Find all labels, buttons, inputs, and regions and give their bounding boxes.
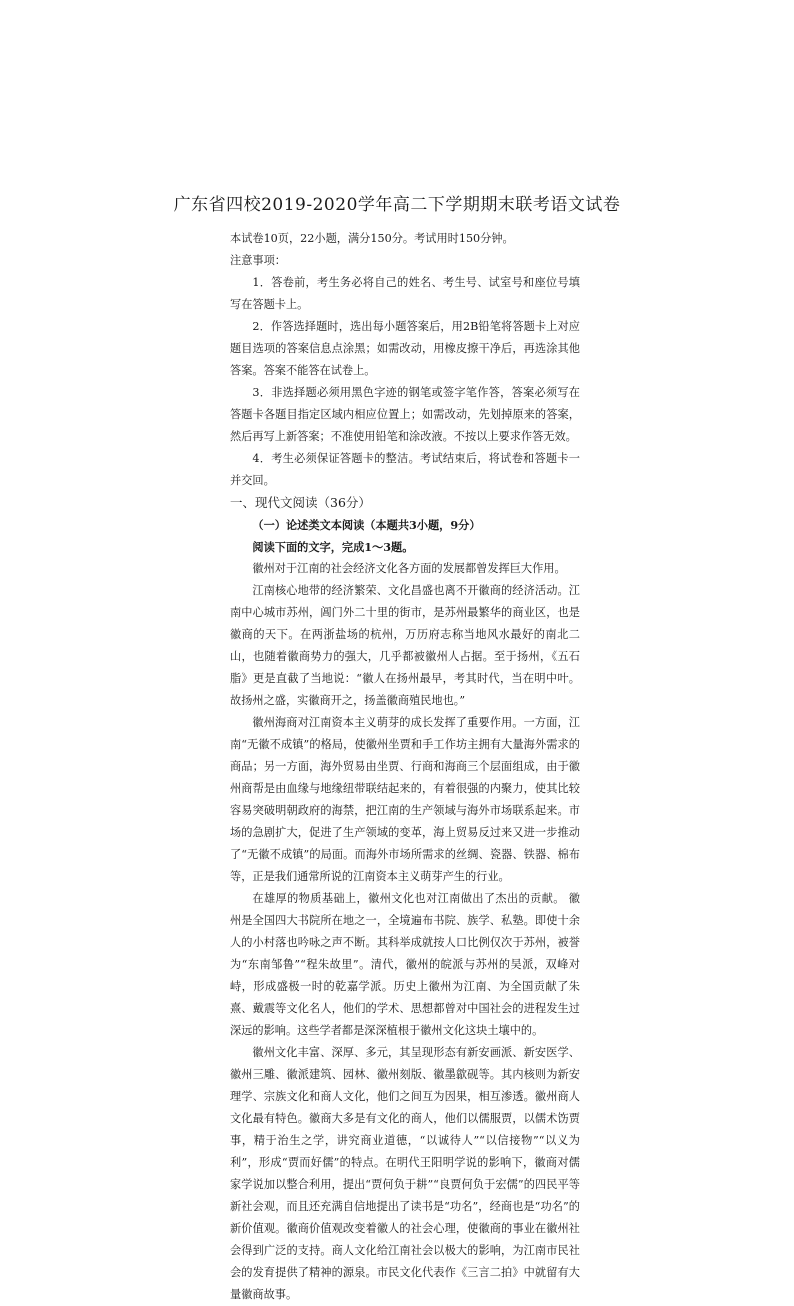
subsection-heading: （一）论述类文本阅读（本题共3小题，9分） [252, 518, 481, 532]
passage-paragraph-4: 在雄厚的物质基础上，徽州文化也对江南做出了杰出的贡献。 徽州是全国四大书院所在地之一，全境遍布书院、族学、私塾。即使十余人的小村落也吟咏之声不断。其科举成就按人口比例仅次于苏州，被誉为“东南邹鲁”“程朱故里”。清代，徽州的皖派与苏州的吴派，双峰对峙，形成盛极一时的乾嘉学派。历史上徽州为江南、为全国贡献了朱熹、戴震等文化名人，他们的学术、思想都曾对中国社会的进程发生过深远的影响。这些学者都是深深植根于徽州文化这块土壤中的。 [230, 892, 580, 1037]
passage-paragraph-5: 徽州文化丰富、深厚、多元，其呈现形态有新安画派、新安医学、徽州三雕、徽派建筑、园林、徽州刻版、徽墨歙砚等。其内核则为新安理学、宗族文化和商人文化，他们之间互为因果，相互渗透。徽州商人文化最有特色。徽商大多是有文化的商人，他们以儒服贾，以儒术饬贾事，精于治生之学，讲究商业道德，“以诚待人”“以信接物”“以义为利”，形成“贾而好儒”的特点。在明代王阳明学说的影响下，徽商对儒家学说加以整合利用，提出“贾何负于耕”“良贾何负于宏儒”的四民平等新社会观，而且还充满自信地提出了读书是“功名”，经商也是“功名”的新价值观。徽商价值观改变着徽人的社会心理，使徽商的事业在徽州社会得到广泛的支持。商人文化给江南社会以极大的影响，为江南市民社会的发育提供了精神的源泉。市民文化代表作《三言二拍》中就留有大量徽商故事。 [230, 1046, 580, 1301]
exam-title: 广东省四校2019-2020学年高二下学期期末联考语文试卷 [173, 195, 621, 215]
exam-body [230, 228, 580, 1306]
notice-item-3: 3．非选择题必须用黑色字迹的钢笔或签字笔作答，答案必须写在答题卡各题目指定区域内相应位置上；如需改动，先划掉原来的答案，然后再写上新答案；不准使用铅笔和涂改液。不按以上要求作答无效。 [230, 386, 580, 443]
notice-item-4: 4．考生必须保证答题卡的整洁。考试结束后，将试卷和答题卡一并交回。 [230, 452, 580, 487]
notice-item-2: 2．作答选择题时，选出每小题答案后，用2B铅笔将答题卡上对应题目选项的答案信息点涂黑；如需改动，用橡皮擦干净后，再选涂其他答案。答案不能答在试卷上。 [230, 320, 580, 377]
notice-item-1: 1．答卷前，考生务必将自己的姓名、考生号、试室号和座位号填写在答题卡上。 [230, 276, 580, 311]
section-heading: 一、现代文阅读（36分） [230, 495, 371, 510]
passage-paragraph-3: 徽州海商对江南资本主义萌芽的成长发挥了重要作用。一方面，江南“无徽不成镇”的格局，使徽州坐贾和手工作坊主拥有大量海外需求的商品；另一方面，海外贸易由坐贾、行商和海商三个层面组成，由于徽州商帮是由血缘与地缘纽带联结起来的，有着很强的内聚力，使其比较容易突破明朝政府的海禁，把江南的生产领域与海外市场联系起来。市场的急剧扩大，促进了生产领域的变革，海上贸易反过来又进一步推动了“无徽不成镇”的局面。而海外市场所需求的丝绸、瓷器、铁器、棉布等，正是我们通常所说的江南资本主义萌芽产生的行业。 [230, 716, 580, 883]
passage-paragraph-1: 徽州对于江南的社会经济文化各方面的发展都曾发挥巨大作用。 [252, 562, 566, 575]
reading-instruction: 阅读下面的文字，完成1～3题。 [252, 540, 414, 554]
notice-label: 注意事项： [230, 254, 286, 267]
passage-paragraph-2: 江南核心地带的经济繁荣、文化昌盛也离不开徽商的经济活动。江南中心城市苏州，阊门外二十里的街市，是苏州最繁华的商业区，也是徽商的天下。在两浙盐场的杭州，万历府志称当地风水最好的南北二山，也随着徽商势力的强大，几乎都被徽州人占据。至于扬州，《五石脂》更是直截了当地说：“徽人在扬州最早，考其时代，当在明中叶。故扬州之盛，实徽商开之，扬盖徽商殖民地也。” [230, 584, 580, 707]
exam-intro: 本试卷10页，22小题，满分150分。考试用时150分钟。 [230, 232, 514, 245]
